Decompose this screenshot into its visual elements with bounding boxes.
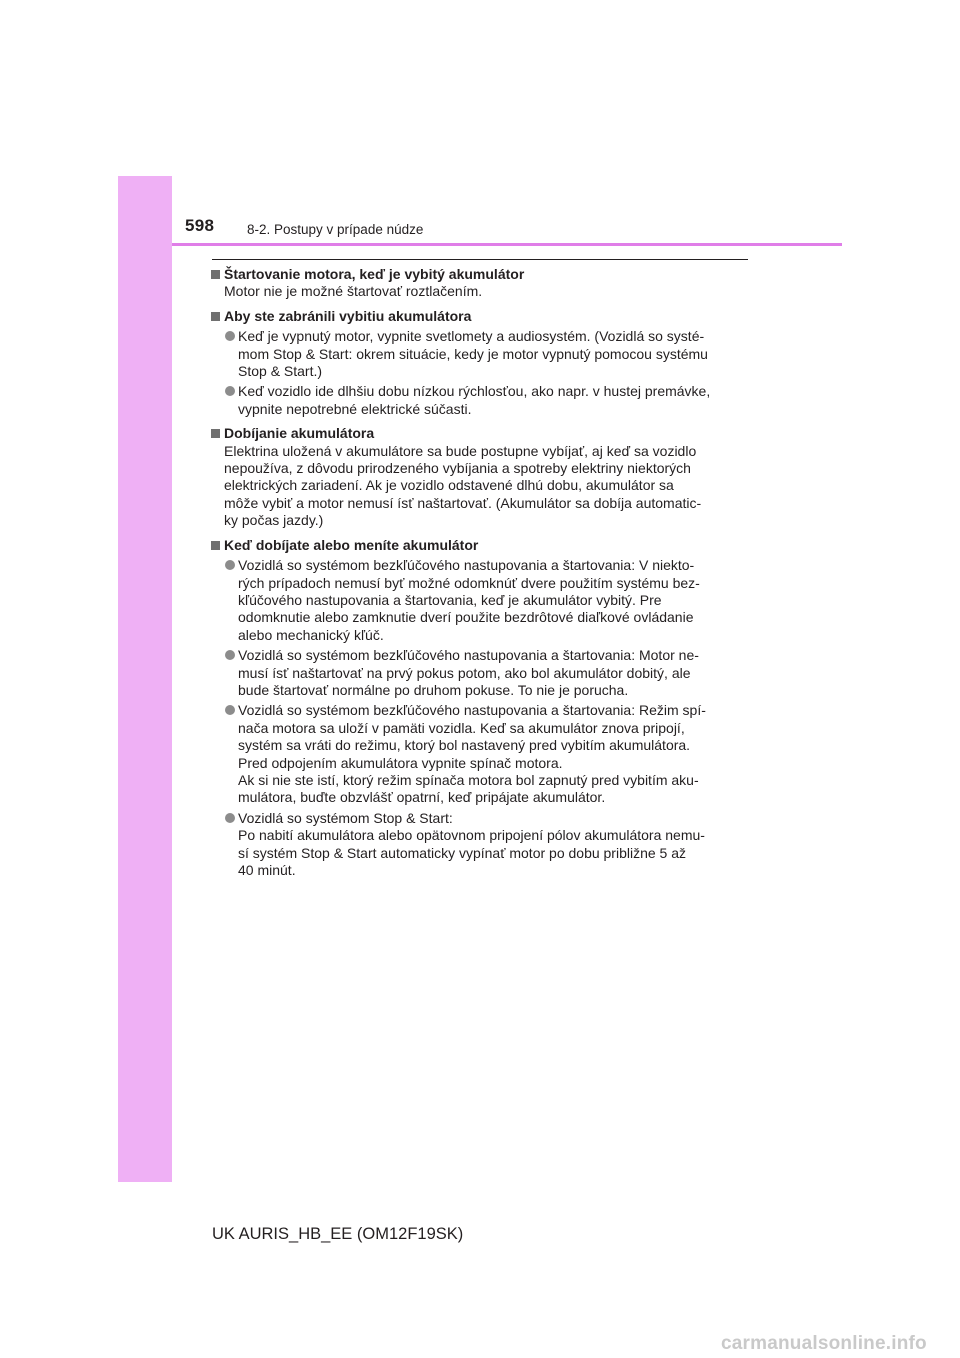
text-line: 40 minút. (238, 862, 296, 878)
section-heading-text: Dobíjanie akumulátora (224, 425, 375, 442)
section-heading-text: Štartovanie motora, keď je vybitý akumulátor (224, 266, 525, 282)
section-1 (211, 308, 749, 418)
page-number: 598 (185, 216, 215, 235)
footer-code: UK AURIS_HB_EE (OM12F19SK) (212, 1225, 464, 1243)
circle-bullet-icon (225, 386, 235, 396)
bullet-item (211, 647, 749, 699)
text-line: nača motora sa uloží v pamäti vozidla. Keď sa akumulátor znova pripojí, (238, 719, 685, 736)
bullet-item (211, 383, 749, 418)
text-line: Vozidlá so systémom bezkľúčového nastupovania a štartovania: V niekto- (238, 557, 695, 574)
content-body (211, 266, 749, 886)
text-line: rých prípadoch nemusí byť možné odomknúť dvere použitím systému bez- (238, 574, 700, 591)
text-line: bude štartovať normálne po druhom pokuse. To nie je porucha. (238, 681, 629, 698)
section-heading (211, 537, 749, 554)
bullet-item (211, 328, 749, 380)
text-line: systém sa vráti do režimu, ktorý bol nastavený pred vybitím akumulátora. (238, 737, 691, 754)
text-line: Elektrina uložená v akumulátore sa bude postupne vybíjať, aj keď sa vozidlo (224, 442, 697, 459)
square-bullet-icon (211, 312, 220, 321)
watermark: carmanualsonline.info (721, 1333, 927, 1354)
content-divider (212, 259, 748, 260)
text-line: odomknutie alebo zamknutie dverí použite bezdrôtové diaľkové ovládanie (238, 609, 694, 626)
text-line: nepoužíva, z dôvodu prirodzeného vybíjania a spotreby elektriny niektorých (224, 460, 691, 477)
section-heading-text: Keď dobíjate alebo meníte akumulátor (224, 536, 479, 553)
text-line: kľúčového nastupovania a štartovania, keď je akumulátor vybitý. Pre (238, 591, 662, 608)
circle-bullet-icon (225, 331, 235, 341)
text-line: sí systém Stop & Start automaticky vypínať motor po dobu približne 5 až (238, 844, 687, 861)
circle-bullet-icon (225, 560, 235, 570)
square-bullet-icon (211, 541, 220, 550)
text-line: alebo mechanický kľúč. (238, 626, 384, 643)
text-line: Ak si nie ste istí, ktorý režim spínača motora bol zapnutý pred vybitím aku- (238, 771, 699, 788)
section-heading (211, 266, 749, 283)
section-title: 8-2. Postupy v prípade núdze (247, 222, 424, 237)
text-line: Vozidlá so systémom Stop & Start: (238, 809, 453, 826)
text-line: vypnite nepotrebné elektrické súčasti. (238, 400, 472, 417)
square-bullet-icon (211, 429, 220, 438)
side-tab-band (118, 176, 172, 1182)
circle-bullet-icon (225, 813, 235, 823)
text-line: Motor nie je možné štartovať roztlačením. (224, 283, 483, 300)
section-2 (211, 425, 749, 529)
paragraph (211, 443, 749, 530)
section-heading-text: Aby ste zabránili vybitiu akumulátora (224, 307, 472, 324)
circle-bullet-icon (225, 650, 235, 660)
text-line: Stop & Start.) (238, 363, 323, 380)
section-heading (211, 308, 749, 325)
paragraph (211, 283, 749, 300)
text-line: mom Stop & Start: okrem situácie, kedy je motor vypnutý pomocou systému (238, 345, 708, 362)
text-line: Vozidlá so systémom bezkľúčového nastupovania a štartovania: Motor ne- (238, 647, 699, 664)
text-line: Pred odpojením akumulátora vypnite spínač motora. (238, 754, 563, 771)
text-line: Keď je vypnutý motor, vypnite svetlomety a audiosystém. (Vozidlá so systé- (238, 328, 705, 345)
circle-bullet-icon (225, 705, 235, 715)
header-rule (172, 243, 842, 246)
text-line: Vozidlá so systémom bezkľúčového nastupovania a štartovania: Režim spí- (238, 702, 706, 719)
text-line: mulátora, buďte obzvlášť opatrní, keď pripájate akumulátor. (238, 789, 606, 806)
text-line: elektrických zariadení. Ak je vozidlo odstavené dlhú dobu, akumulátor sa (224, 477, 674, 494)
square-bullet-icon (211, 270, 220, 279)
bullet-item (211, 557, 749, 644)
text-line: Po nabití akumulátora alebo opätovnom pripojení pólov akumulátora nemu- (238, 827, 705, 844)
text-line: môže vybiť a motor nemusí ísť naštartovať. (Akumulátor sa dobíja automatic- (224, 494, 702, 511)
text-line: musí ísť naštartovať na prvý pokus potom, ako bol akumulátor dobitý, ale (238, 664, 691, 681)
section-0 (211, 266, 749, 301)
text-line: Keď vozidlo ide dlhšiu dobu nízkou rýchlosťou, ako napr. v hustej premávke, (238, 383, 711, 400)
section-heading (211, 425, 749, 442)
bullet-item (211, 810, 749, 880)
section-3 (211, 537, 749, 880)
text-line: ky počas jazdy.) (224, 512, 324, 529)
bullet-item (211, 702, 749, 806)
